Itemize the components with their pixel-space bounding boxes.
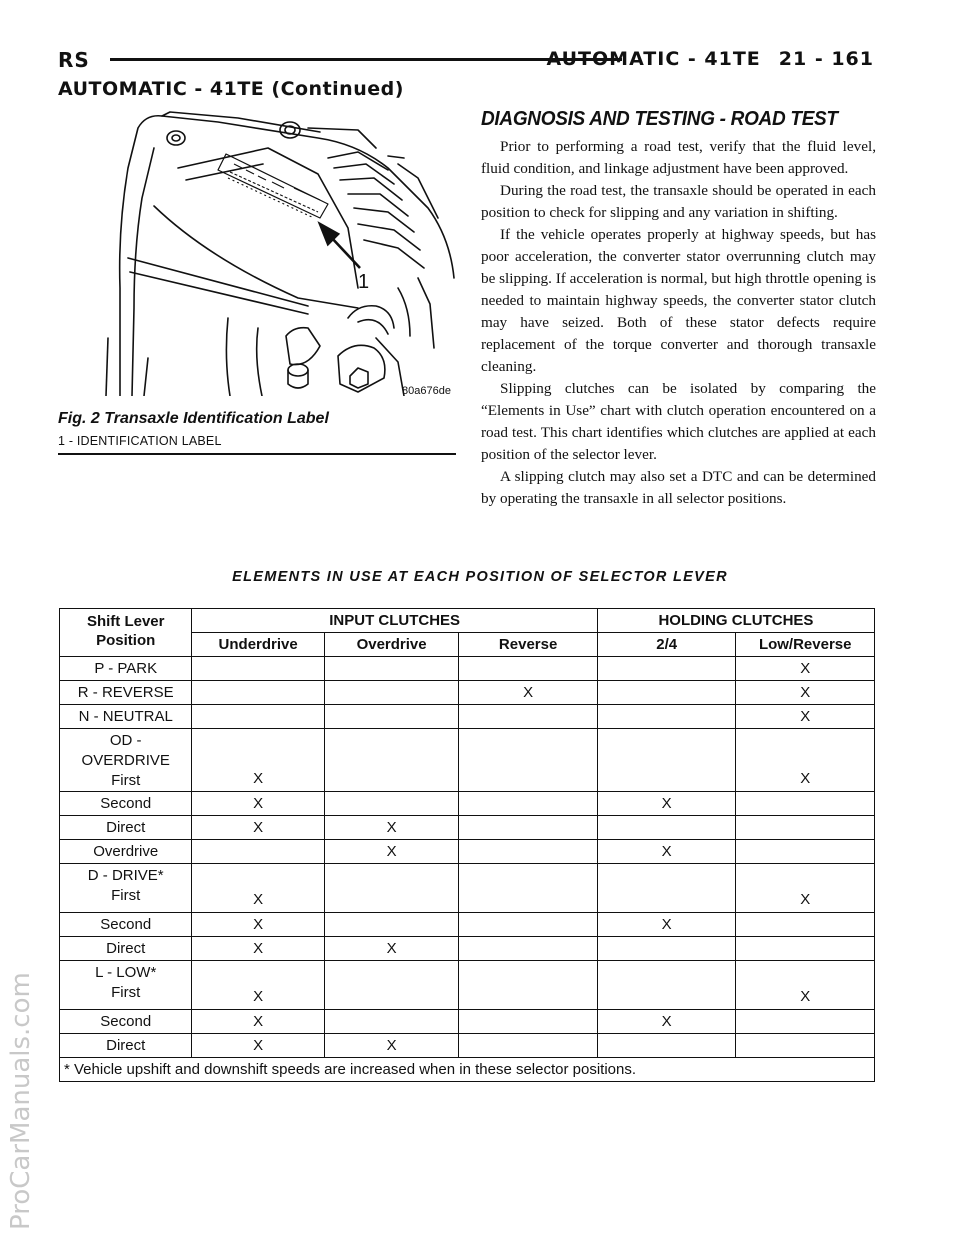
table-row bbox=[60, 1034, 875, 1058]
row-label: Direct bbox=[60, 1034, 192, 1058]
clutch-cell: X bbox=[597, 840, 736, 864]
table-row bbox=[60, 657, 875, 681]
clutch-cell bbox=[597, 1034, 736, 1058]
figure-code: 80a676de bbox=[402, 385, 451, 396]
row-label: Second bbox=[60, 1010, 192, 1034]
clutch-cell bbox=[597, 657, 736, 681]
clutch-cell bbox=[324, 729, 458, 792]
transaxle-illustration bbox=[58, 108, 456, 396]
column-header: 2/4 bbox=[597, 633, 736, 657]
clutch-cell bbox=[736, 1034, 875, 1058]
continued-heading: AUTOMATIC - 41TE (Continued) bbox=[58, 78, 404, 100]
figure-legend: 1 - IDENTIFICATION LABEL bbox=[58, 434, 222, 448]
clutch-cell bbox=[736, 816, 875, 840]
row-label bbox=[60, 729, 192, 792]
row-label: Second bbox=[60, 913, 192, 937]
paragraph-2: During the road test, the transaxle should be operated in each position to check for slipping and any variation in shifting. bbox=[481, 182, 876, 221]
table-row bbox=[60, 729, 875, 792]
clutch-cell bbox=[192, 657, 324, 681]
clutch-cell: X bbox=[736, 729, 875, 792]
table-row bbox=[60, 913, 875, 937]
clutch-cell bbox=[324, 1010, 458, 1034]
clutch-cell: X bbox=[192, 913, 324, 937]
clutch-cell: X bbox=[192, 864, 324, 913]
clutch-cell bbox=[192, 705, 324, 729]
clutch-cell bbox=[459, 792, 598, 816]
table-row bbox=[60, 792, 875, 816]
header-section-code: RS bbox=[58, 48, 90, 72]
clutch-cell bbox=[192, 681, 324, 705]
table-row bbox=[60, 816, 875, 840]
clutch-cell bbox=[459, 657, 598, 681]
table-row bbox=[60, 864, 875, 913]
paragraph-1: Prior to performing a road test, verify that the fluid level, fluid condition, and linkage adjustment have been approved. bbox=[481, 138, 876, 177]
column-header: Reverse bbox=[459, 633, 598, 657]
paragraph-4: Slipping clutches can be isolated by comparing the “Elements in Use” chart with clutch operation encountered on a road test. This chart identifies which clutches are applied at each position of the selector lever. bbox=[481, 380, 876, 463]
figure-rule bbox=[58, 453, 456, 455]
header-title-block bbox=[547, 48, 875, 70]
row-label bbox=[60, 961, 192, 1010]
road-test-section bbox=[481, 108, 876, 510]
row-label: Direct bbox=[60, 816, 192, 840]
clutch-cell: X bbox=[324, 937, 458, 961]
group-label: D - DRIVE* bbox=[87, 867, 164, 884]
clutch-cell bbox=[736, 1010, 875, 1034]
sub-label: First bbox=[111, 984, 141, 1001]
column-header: Overdrive bbox=[324, 633, 458, 657]
clutch-cell bbox=[597, 729, 736, 792]
section-title: DIAGNOSIS AND TESTING - ROAD TEST bbox=[481, 108, 838, 131]
transaxle-figure bbox=[58, 108, 456, 396]
clutch-cell: X bbox=[324, 1034, 458, 1058]
clutch-cell bbox=[459, 705, 598, 729]
table-footnote: * Vehicle upshift and downshift speeds are increased when in these selector positions. bbox=[60, 1058, 875, 1082]
clutch-cell bbox=[459, 816, 598, 840]
clutch-cell bbox=[736, 840, 875, 864]
clutch-cell bbox=[459, 864, 598, 913]
clutch-cell: X bbox=[597, 913, 736, 937]
header-page-number: 21 - 161 bbox=[778, 48, 874, 70]
clutch-cell bbox=[597, 961, 736, 1010]
table-row bbox=[60, 961, 875, 1010]
clutch-cell bbox=[459, 729, 598, 792]
clutch-cell bbox=[459, 961, 598, 1010]
clutch-cell bbox=[459, 937, 598, 961]
group-label: L - LOW* bbox=[95, 964, 157, 981]
table-row bbox=[60, 937, 875, 961]
table-row bbox=[60, 840, 875, 864]
clutch-cell: X bbox=[192, 816, 324, 840]
column-header: Low/Reverse bbox=[736, 633, 875, 657]
clutch-cell: X bbox=[192, 961, 324, 1010]
clutch-cell bbox=[324, 681, 458, 705]
table-row bbox=[60, 1010, 875, 1034]
row-label: R - REVERSE bbox=[60, 681, 192, 705]
clutch-cell bbox=[597, 816, 736, 840]
clutch-cell bbox=[324, 705, 458, 729]
holding-clutches-header: HOLDING CLUTCHES bbox=[597, 609, 874, 633]
row-label: Second bbox=[60, 792, 192, 816]
figure-callout-number: 1 bbox=[358, 271, 370, 293]
input-clutches-header: INPUT CLUTCHES bbox=[192, 609, 597, 633]
clutch-cell bbox=[597, 705, 736, 729]
row-label: P - PARK bbox=[60, 657, 192, 681]
table-row bbox=[60, 681, 875, 705]
shift-lever-position-header: Shift Lever Position bbox=[60, 609, 192, 657]
clutch-cell: X bbox=[459, 681, 598, 705]
paragraph-3: If the vehicle operates properly at highway speeds, but has poor acceleration, the converter stator overrunning clutch may be slipping. If acceleration is normal, but high throttle opening is needed to maintain highway speeds, the converter stator clutch may have seized. Both of these stator defects require replacement of the torque converter and thorough transaxle cleaning. bbox=[481, 226, 876, 375]
group-label: OD - OVERDRIVE bbox=[81, 732, 170, 769]
clutch-cell bbox=[324, 913, 458, 937]
clutch-cell bbox=[324, 864, 458, 913]
row-label: Direct bbox=[60, 937, 192, 961]
watermark: ProCarManuals.com bbox=[6, 972, 36, 1230]
clutch-cell: X bbox=[192, 937, 324, 961]
column-header: Underdrive bbox=[192, 633, 324, 657]
clutch-cell bbox=[736, 937, 875, 961]
clutch-cell: X bbox=[736, 681, 875, 705]
clutch-cell: X bbox=[324, 816, 458, 840]
clutch-cell: X bbox=[736, 864, 875, 913]
clutch-cell: X bbox=[192, 729, 324, 792]
clutch-cell bbox=[459, 1010, 598, 1034]
table-row bbox=[60, 705, 875, 729]
clutch-cell: X bbox=[192, 1010, 324, 1034]
sub-label: First bbox=[111, 887, 141, 904]
clutch-cell bbox=[736, 913, 875, 937]
row-label bbox=[60, 864, 192, 913]
clutch-cell bbox=[324, 792, 458, 816]
header-rule bbox=[110, 58, 622, 61]
clutch-cell bbox=[736, 792, 875, 816]
elements-in-use-table bbox=[59, 608, 875, 1082]
clutch-cell: X bbox=[192, 1034, 324, 1058]
clutch-cell bbox=[324, 961, 458, 1010]
table-title: ELEMENTS IN USE AT EACH POSITION OF SELECTOR LEVER bbox=[232, 569, 728, 585]
clutch-cell bbox=[597, 681, 736, 705]
sub-label: First bbox=[111, 772, 141, 789]
clutch-cell bbox=[192, 840, 324, 864]
clutch-cell: X bbox=[736, 657, 875, 681]
clutch-cell: X bbox=[736, 961, 875, 1010]
header-title: AUTOMATIC - 41TE bbox=[546, 48, 761, 70]
clutch-cell bbox=[597, 864, 736, 913]
clutch-cell: X bbox=[324, 840, 458, 864]
paragraph-5: A slipping clutch may also set a DTC and can be determined by operating the transaxle in all selector positions. bbox=[481, 468, 876, 507]
clutch-cell bbox=[459, 840, 598, 864]
clutch-cell bbox=[459, 913, 598, 937]
clutch-cell: X bbox=[736, 705, 875, 729]
clutch-cell bbox=[597, 937, 736, 961]
clutch-cell bbox=[459, 1034, 598, 1058]
row-label: N - NEUTRAL bbox=[60, 705, 192, 729]
figure-caption: Fig. 2 Transaxle Identification Label bbox=[58, 410, 329, 427]
clutch-cell bbox=[324, 657, 458, 681]
table-footnote-row bbox=[60, 1058, 875, 1082]
row-label: Overdrive bbox=[60, 840, 192, 864]
clutch-cell: X bbox=[597, 792, 736, 816]
clutch-cell: X bbox=[597, 1010, 736, 1034]
clutch-cell: X bbox=[192, 792, 324, 816]
